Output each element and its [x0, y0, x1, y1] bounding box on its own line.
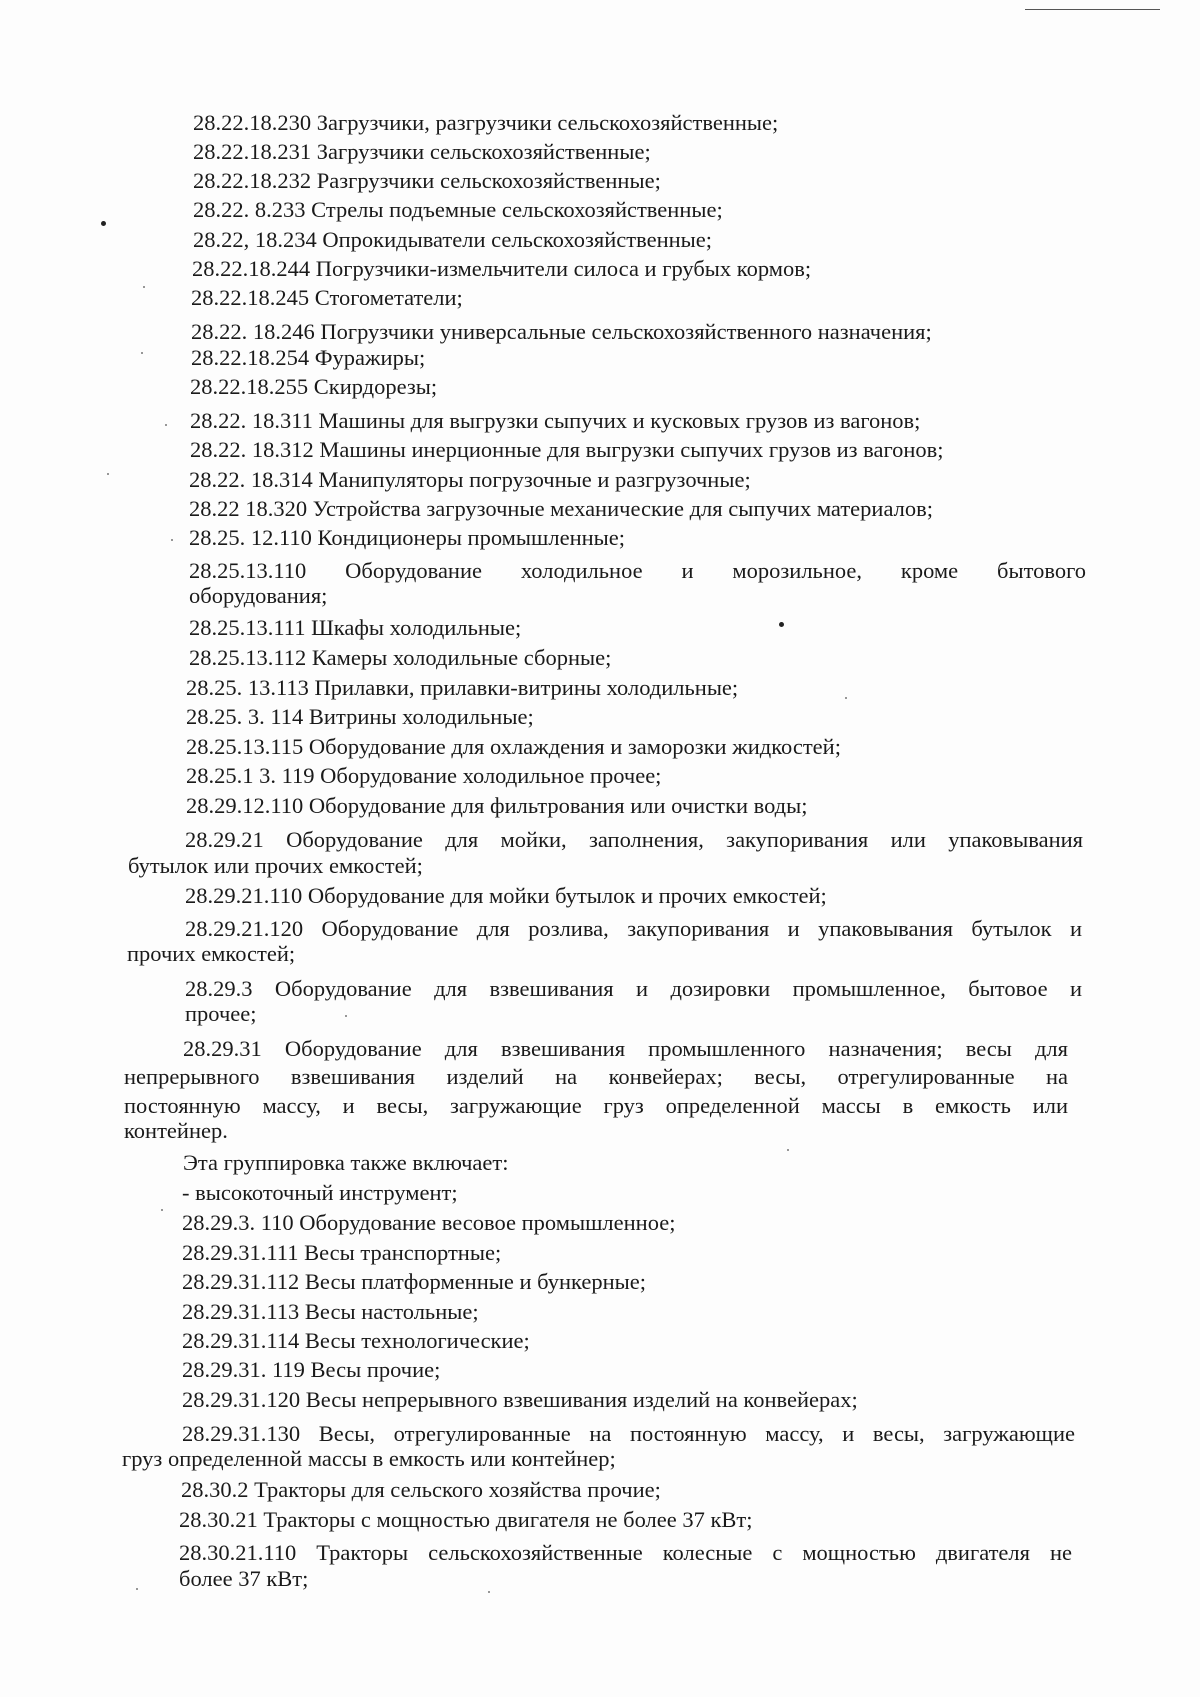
scan-speck [141, 352, 143, 354]
text-line: 28.22.18.255 Скирдорезы; [190, 374, 438, 399]
text-line: 28.30.21.110 Тракторы сельскохозяйственные колесные с мощностью двигателя не [179, 1540, 1072, 1565]
text-line: 28.22. 18.311 Машины для выгрузки сыпучих и кусковых грузов из вагонов; [190, 408, 921, 433]
text-line: 28.29.31.114 Весы технологические; [182, 1328, 530, 1353]
text-line: непрерывного взвешивания изделий на конвейерах; весы, отрегулированные на [124, 1064, 1068, 1089]
scan-speck [779, 622, 784, 627]
scan-speck [488, 1591, 490, 1593]
text-line: 28.22.18.245 Стогометатели; [191, 285, 463, 310]
text-line: 28.25.13.112 Камеры холодильные сборные; [189, 645, 612, 670]
scan-speck [136, 1588, 138, 1590]
text-line: 28.25.13.110 Оборудование холодильное и морозильное, кроме бытового [189, 558, 1086, 583]
text-line: 28.30.21 Тракторы с мощностью двигателя не более 37 кВт; [179, 1507, 753, 1532]
text-line: Эта группировка также включает: [183, 1150, 509, 1175]
text-line: 28.30.2 Тракторы для сельского хозяйства прочие; [181, 1477, 661, 1502]
text-line: 28.22, 18.234 Опрокидыватели сельскохозяйственные; [193, 227, 713, 252]
scan-speck [107, 473, 109, 475]
scan-speck [845, 697, 847, 699]
text-line: прочих емкостей; [127, 941, 296, 966]
text-line: более 37 кВт; [179, 1566, 309, 1591]
scan-speck [143, 286, 145, 288]
text-line: 28.25. 12.110 Кондиционеры промышленные; [189, 525, 626, 550]
text-line: 28.29.31. 119 Весы прочие; [182, 1357, 441, 1382]
scan-speck [161, 1209, 163, 1211]
text-line: 28.29.12.110 Оборудование для фильтрования или очистки воды; [186, 793, 808, 818]
scan-speck [165, 424, 167, 426]
text-line: 28.29.3. 110 Оборудование весовое промышленное; [182, 1210, 676, 1235]
scan-speck [787, 1149, 789, 1151]
text-line: 28.29.31.112 Весы платформенные и бункерные; [182, 1269, 647, 1294]
text-line: 28.25. 13.113 Прилавки, прилавки-витрины холодильные; [186, 675, 739, 700]
text-line: 28.25.13.111 Шкафы холодильные; [189, 615, 522, 640]
text-line: 28.29.21 Оборудование для мойки, заполнения, закупоривания или упаковывания [185, 827, 1083, 852]
text-line: оборудования; [189, 583, 328, 608]
text-line: постоянную массу, и весы, загружающие груз определенной массы в емкость или [124, 1093, 1068, 1118]
text-line: 28.29.31.111 Весы транспортные; [182, 1240, 502, 1265]
text-line: 28.29.31.113 Весы настольные; [182, 1299, 479, 1324]
text-line: 28.22. 18.314 Манипуляторы погрузочные и разгрузочные; [189, 467, 751, 492]
text-line: 28.25.13.115 Оборудование для охлаждения и заморозки жидкостей; [186, 734, 841, 759]
text-line: 28.22. 18.246 Погрузчики универсальные сельскохозяйственного назначения; [191, 319, 932, 344]
text-line: 28.25.1 3. 119 Оборудование холодильное прочее; [186, 763, 662, 788]
text-line: 28.22.18.244 Погрузчики-измельчители силоса и грубых кормов; [192, 256, 812, 281]
text-line: контейнер. [124, 1118, 228, 1143]
text-line: 28.22 18.320 Устройства загрузочные механические для сыпучих материалов; [189, 496, 933, 521]
text-line: 28.29.3 Оборудование для взвешивания и дозировки промышленное, бытовое и [185, 976, 1082, 1001]
corner-rule [1025, 9, 1160, 10]
text-line: 28.22.18.231 Загрузчики сельскохозяйственные; [193, 139, 651, 164]
text-line: 28.29.31 Оборудование для взвешивания промышленного назначения; весы для [183, 1036, 1068, 1061]
text-line: прочее; [185, 1001, 257, 1026]
text-line: 28.29.21.110 Оборудование для мойки бутылок и прочих емкостей; [185, 883, 827, 908]
text-line: 28.22. 18.312 Машины инерционные для выгрузки сыпучих грузов из вагонов; [190, 437, 944, 462]
text-line: груз определенной массы в емкость или контейнер; [122, 1446, 616, 1471]
text-line: 28.29.21.120 Оборудование для розлива, закупоривания и упаковывания бутылок и [185, 916, 1082, 941]
scan-speck [345, 1015, 347, 1017]
scan-speck [171, 539, 173, 541]
text-line: 28.22. 8.233 Стрелы подъемные сельскохозяйственные; [193, 197, 723, 222]
text-line: 28.25. 3. 114 Витрины холодильные; [186, 704, 534, 729]
text-line: 28.22.18.232 Разгрузчики сельскохозяйственные; [193, 168, 661, 193]
text-line: 28.29.31.130 Весы, отрегулированные на постоянную массу, и весы, загружающие [182, 1421, 1075, 1446]
text-line: 28.29.31.120 Весы непрерывного взвешивания изделий на конвейерах; [182, 1387, 858, 1412]
text-line: бутылок или прочих емкостей; [128, 853, 423, 878]
scan-speck [101, 221, 106, 226]
text-line: 28.22.18.254 Фуражиры; [191, 345, 426, 370]
text-line: 28.22.18.230 Загрузчики, разгрузчики сельскохозяйственные; [193, 110, 779, 135]
text-line: - высокоточный инструмент; [182, 1180, 458, 1205]
